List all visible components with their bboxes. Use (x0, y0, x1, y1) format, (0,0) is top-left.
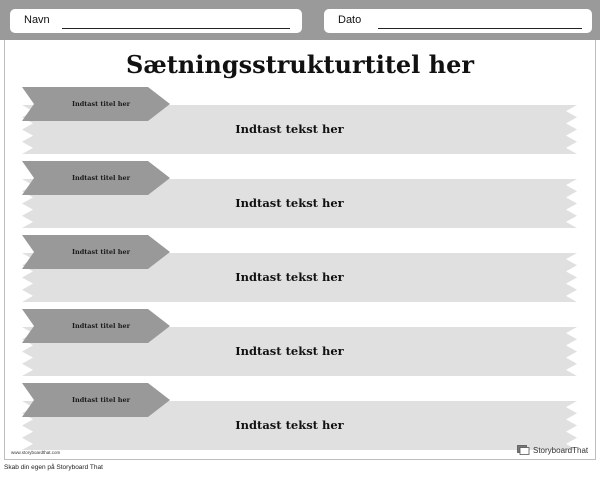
row-text[interactable]: Indtast tekst her (235, 344, 344, 358)
date-label: Dato (338, 14, 362, 26)
storyboard-icon (517, 445, 530, 455)
page-title: Sætningsstrukturtitel her (125, 50, 475, 79)
row-title[interactable]: Indtast titel her (71, 396, 131, 404)
row-title[interactable]: Indtast titel her (71, 248, 131, 256)
row-text[interactable]: Indtast tekst her (235, 196, 344, 210)
storyboard-url: www.storyboardthat.com (11, 450, 61, 455)
row-title[interactable]: Indtast titel her (71, 322, 131, 330)
row-text[interactable]: Indtast tekst her (235, 418, 344, 432)
brand-name: StoryboardThat (533, 445, 589, 455)
brand-logo (517, 444, 588, 456)
footer-credit: Skab din egen på Storyboard That (4, 464, 103, 471)
name-label: Navn (24, 14, 50, 26)
row-title[interactable]: Indtast titel her (71, 174, 131, 182)
row-text[interactable]: Indtast tekst her (235, 270, 344, 284)
row-text[interactable]: Indtast tekst her (235, 122, 344, 136)
row-title[interactable]: Indtast titel her (71, 100, 131, 108)
